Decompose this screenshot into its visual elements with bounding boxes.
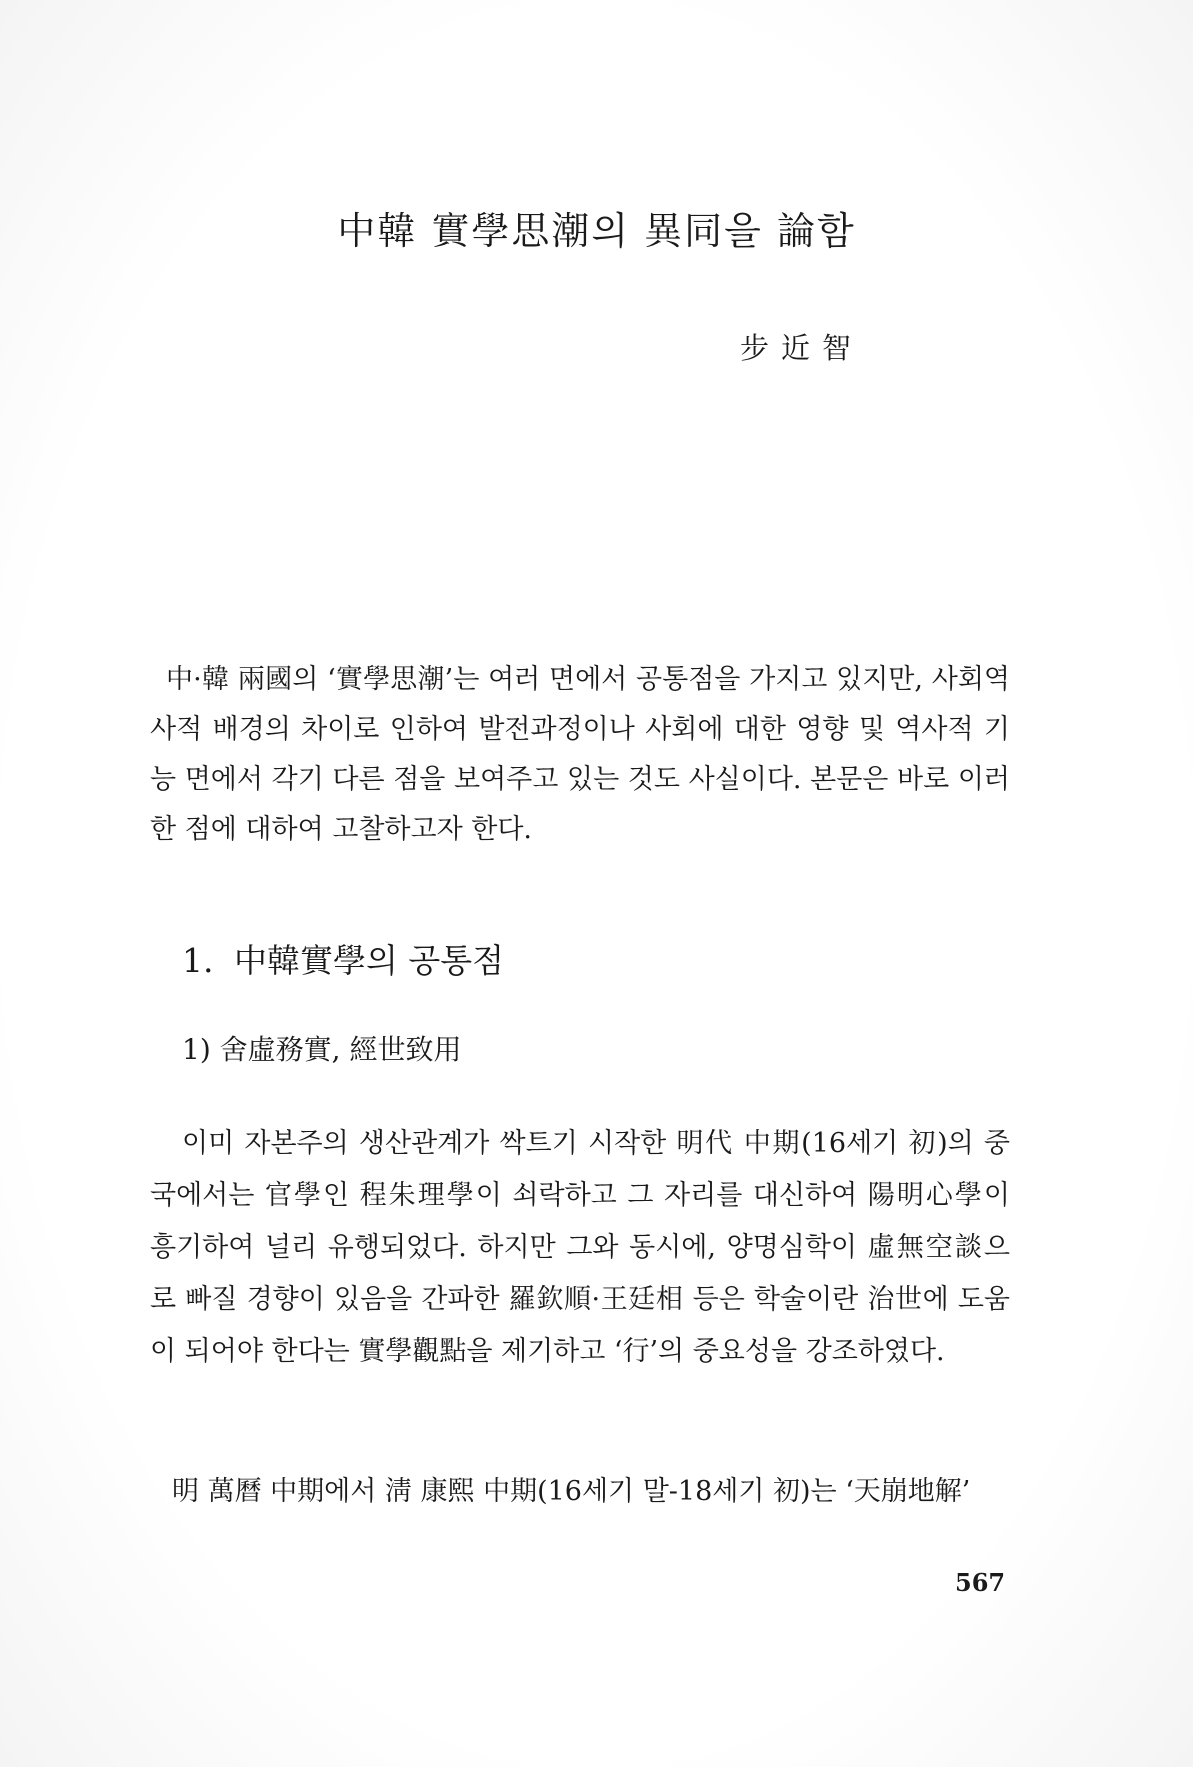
page-number: 567 (955, 1568, 1006, 1597)
body-paragraph: 이미 자본주의 생산관계가 싹트기 시작한 明代 中期(16세기 初)의 중국에서는 官學인 程朱理學이 쇠락하고 그 자리를 대신하여 陽明心學이 흥기하여 널리 유행되었다. 하지만 그와 동시에, 양명심학이 虛無空談으로 빠질 경향이 있음을 간파한 羅欽順·王廷相 등은 학술이란 治世에 도움이 되어야 한다는 實學觀點을 제기하고 ‘行’의 중요성을 강조하였다. (150, 1128, 1010, 1367)
section-heading (182, 935, 504, 982)
paper-title: 中韓 實學思潮의 異同을 論함 (337, 209, 856, 253)
section-number: 1. (182, 941, 214, 980)
body-paragraph: 明 萬曆 中期에서 淸 康熙 中期(16세기 말-18세기 初)는 ‘天崩地解’ (172, 1476, 971, 1507)
section-title: 中韓實學의 공통점 (234, 941, 505, 980)
subsection-heading: 1) 舍虛務實, 經世致用 (182, 1033, 462, 1066)
abstract-paragraph: 中·韓 兩國의 ‘實學思潮’는 여러 면에서 공통점을 가지고 있지만, 사회역사적 배경의 차이로 인하여 발전과정이나 사회에 대한 영향 및 역사적 기능 면에서 각기 다른 점을 보여주고 있는 것도 사실이다. 본문은 바로 이러한 점에 대하여 고찰하고자 한다. (150, 664, 1010, 845)
author-name: 步近智 (740, 331, 864, 365)
